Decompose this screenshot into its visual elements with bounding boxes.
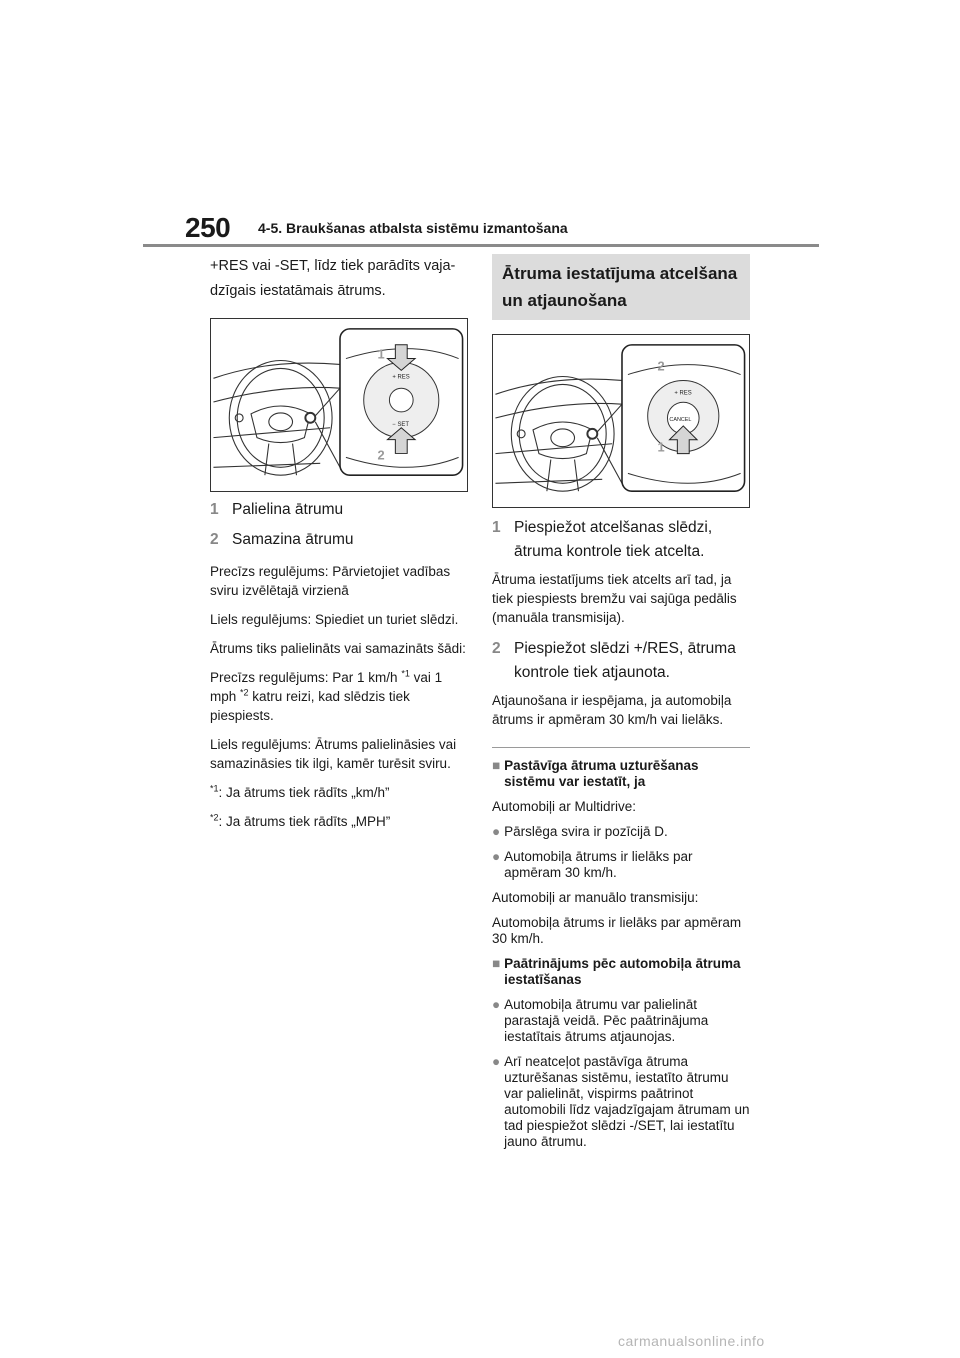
set-label: − SET [392, 421, 410, 428]
step-text: Piespiežot slēdzi +/RES, ātruma kontrole tiek atjaunota. [514, 640, 736, 681]
step-number: 1 [210, 501, 219, 518]
steering-switch-figure-cancel [492, 334, 750, 508]
speed-change-text: Ātrums tiks palielināts vai samazināts šādi: [210, 641, 466, 656]
footnote-ref-1: *1 [401, 668, 410, 679]
bullet-item: ● Pārslēga svira ir pozīcijā D. [492, 824, 668, 839]
step-resume [492, 637, 750, 685]
precise-adjust-text: Precīzs regulējums: Pārvietojiet vadības sviru izvēlētajā virzienā [210, 564, 451, 598]
step-increase [210, 498, 468, 522]
step-text: Piespiežot atcelšanas slēdzi, ātruma kontrole tiek atcelta. [514, 519, 713, 560]
coarse-hold-text: Liels regulējums: Ātrums palielināsies vai samazināsies tik ilgi, kamēr turēsit sviru. [210, 737, 457, 771]
square-bullet-icon: ■ [492, 956, 501, 971]
cancel-also-text: Ātruma iestatījums tiek atcelts arī tad, ja tiek piespiests bremžu vai sajūga pedālis (manuāla transmisija). [492, 572, 737, 625]
step-text: Palielina ātrumu [232, 501, 344, 518]
page-number: 250 [185, 212, 231, 243]
left-column [210, 254, 468, 841]
note-heading-conditions: ■ Pastāvīga ātruma uzturēšanas sistēmu var iestatīt, ja [492, 758, 699, 789]
step-cancel [492, 516, 750, 564]
manual-line: Automobiļi ar manuālo transmisiju: [492, 890, 699, 905]
callout-1: 1 [377, 346, 385, 362]
bullet-item: ● Automobiļa ātrumu var palielināt parastajā veidā. Pēc paātrinājuma iestatītais ātrums atjaunojas. [492, 997, 709, 1044]
manual-speed-line: Automobiļa ātrums ir lielāks par apmēram 30 km/h. [492, 915, 742, 946]
callout-2: 2 [377, 447, 385, 463]
coarse-adjust-text: Liels regulējums: Spiediet un turiet slēdzi. [210, 612, 459, 627]
steering-wheel-illustration [211, 319, 467, 491]
intro-text: +RES vai -SET, līdz tiek parādīts vaja-dzīgais iestatāmais ātrums. [210, 258, 456, 299]
step-decrease [210, 528, 468, 552]
chapter-title: 4-5. Braukšanas atbalsta sistēmu izmantošana [258, 220, 568, 236]
footnote-1: $^{*1}$: Ja ātrums tiek rādīts „km/h” [210, 783, 390, 800]
footnote-ref-2: *2 [240, 687, 249, 698]
bullet-item: ● Automobiļa ātrums ir lielāks par apmēram 30 km/h. [492, 849, 693, 880]
steering-wheel-cancel-illustration [493, 335, 749, 507]
resume-condition-text: Atjaunošana ir iespējama, ja automobiļa ātrums ir apmēram 30 km/h vai lielāks. [492, 693, 732, 727]
watermark: carmanualsonline.info [618, 1333, 765, 1349]
header-rule [143, 244, 819, 247]
res-label: + RES [392, 374, 410, 381]
callout-1: 1 [657, 439, 665, 455]
dot-bullet-icon: ● [492, 1054, 501, 1069]
note-heading-acceleration: ■ Paātrinājums pēc automobiļa ātruma iestatīšanas [492, 956, 741, 987]
res-label: + RES [674, 390, 692, 397]
step-number: 1 [492, 519, 501, 536]
steering-switch-figure-set [210, 318, 468, 492]
section-heading: Ātruma iestatījuma atcelšana un atjaunošana [492, 254, 750, 320]
precise-increment-text: Precīzs regulējums: Par 1 km/h $^{*1}$ vai 1 mph $^{*2}$ katru reizi, kad slēdzis tiek piespiests. [210, 668, 443, 723]
step-number: 2 [210, 531, 219, 548]
square-bullet-icon: ■ [492, 758, 501, 773]
note-divider [492, 747, 750, 748]
step-text: Samazina ātrumu [232, 531, 354, 548]
bullet-item: ● Arī neatceļot pastāvīga ātruma uzturēšanas sistēmu, iestatīto ātrumu var palielināt, vispirms paātrinot automobili līdz vajadzīgajam ātrumam un tad piespiežot slēdzi -/SET, lai iestatītu jauno ātrumu. [492, 1054, 750, 1149]
cancel-label: CANCEL [669, 417, 692, 423]
callout-2: 2 [657, 358, 665, 374]
dot-bullet-icon: ● [492, 997, 501, 1012]
dot-bullet-icon: ● [492, 824, 501, 839]
dot-bullet-icon: ● [492, 849, 501, 864]
right-column [492, 254, 750, 1159]
footnote-2: $^{*2}$: Ja ātrums tiek rādīts „MPH” [210, 812, 391, 829]
step-number: 2 [492, 640, 501, 657]
multidrive-line: Automobiļi ar Multidrive: [492, 799, 637, 814]
